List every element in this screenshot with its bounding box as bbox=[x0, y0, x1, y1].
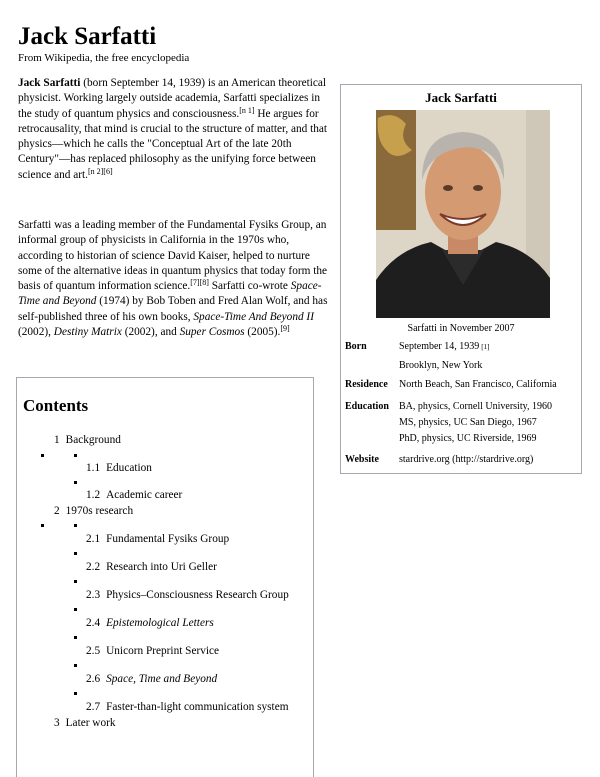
book-title: Destiny Matrix bbox=[53, 326, 122, 339]
portrait-image bbox=[376, 110, 550, 318]
bullet-icon bbox=[41, 454, 44, 457]
bullet-icon bbox=[74, 608, 77, 611]
para2-text-4: (2002), bbox=[18, 326, 54, 339]
intro-text-2: He argues for retrocausality, that mind is crucial to the structure of matter, and that physics—which he calls the "Conceptual Art of the late 20th Century"—has replaced philosophy as the unifying force between science and art. bbox=[18, 107, 328, 181]
infobox bbox=[340, 84, 582, 474]
infobox-title: Jack Sarfatti bbox=[425, 90, 497, 105]
toc-item-later-work[interactable]: 3 Later work bbox=[54, 717, 116, 729]
bullet-icon bbox=[74, 552, 77, 555]
toc-item-physics-consciousness[interactable]: 2.3 Physics–Consciousness Research Group bbox=[86, 589, 289, 601]
reference-link[interactable]: [1] bbox=[481, 343, 490, 351]
toc-item-fundamental-fysiks[interactable]: 2.1 Fundamental Fysiks Group bbox=[86, 533, 230, 545]
book-title: Super Cosmos bbox=[179, 326, 245, 339]
bullet-icon bbox=[74, 664, 77, 667]
toc-item-education[interactable]: 1.1 Education bbox=[86, 462, 152, 474]
education-label: Education bbox=[345, 401, 389, 412]
toc-item-epistemological-letters[interactable]: 2.4 Epistemological Letters bbox=[86, 617, 214, 629]
website-label: Website bbox=[345, 454, 379, 465]
website-link[interactable]: stardrive.org (http://stardrive.org) bbox=[399, 454, 534, 465]
education-item[interactable]: PhD, physics, UC Riverside, 1969 bbox=[399, 433, 537, 444]
reference-link[interactable]: [9] bbox=[280, 324, 290, 334]
toc-item-space-time-beyond[interactable]: 2.6 Space, Time and Beyond bbox=[86, 673, 218, 685]
intro-text-1: (born September 14, 1939) is an American theoretical physicist. Working largely outside academia, Sarfatti specializes in the study of quantum physics and consciousness. bbox=[18, 77, 327, 120]
bullet-icon bbox=[74, 524, 77, 527]
residence-value[interactable]: North Beach, San Francisco, California bbox=[399, 379, 557, 390]
toc-item-academic-career[interactable]: 1.2 Academic career bbox=[86, 489, 183, 501]
subject-name: Jack Sarfatti bbox=[18, 77, 81, 89]
toc-item-uri-geller[interactable]: 2.2 Research into Uri Geller bbox=[86, 561, 217, 573]
toc-item-background[interactable]: 1 Background bbox=[54, 434, 121, 446]
residence-label: Residence bbox=[345, 379, 388, 390]
reference-link[interactable]: [n 1] bbox=[239, 105, 255, 115]
intro-paragraph bbox=[18, 76, 328, 183]
para2-text-6: (2005). bbox=[244, 326, 281, 339]
book-title: Space-Time And Beyond II bbox=[193, 310, 314, 323]
photo-caption: Sarfatti in November 2007 bbox=[407, 323, 515, 334]
born-value: September 14, 1939 [1] bbox=[399, 341, 490, 352]
toc-item-unicorn-preprint[interactable]: 2.5 Unicorn Preprint Service bbox=[86, 645, 220, 657]
para2-text-3: (1974) by Bob Toben and Fred Alan Wolf, and has self-published three of his own books, bbox=[18, 295, 328, 323]
page-subtitle: From Wikipedia, the free encyclopedia bbox=[18, 52, 190, 64]
para2-text-2: Sarfatti co-wrote bbox=[208, 280, 291, 293]
bullet-icon bbox=[41, 524, 44, 527]
bullet-icon bbox=[74, 580, 77, 583]
table-of-contents bbox=[16, 377, 314, 777]
toc-item-ftl-communication[interactable]: 2.7 Faster-than-light communication system bbox=[86, 701, 289, 713]
born-label: Born bbox=[345, 341, 367, 352]
book-title: Space-Time and Beyond bbox=[18, 280, 322, 308]
birthplace-value: Brooklyn, New York bbox=[399, 360, 483, 371]
bullet-icon bbox=[74, 636, 77, 639]
second-paragraph bbox=[18, 218, 328, 340]
portrait-photo bbox=[376, 110, 550, 318]
toc-item-1970s-research[interactable]: 2 1970s research bbox=[54, 505, 134, 517]
page-title: Jack Sarfatti bbox=[18, 23, 157, 50]
bullet-icon bbox=[74, 454, 77, 457]
education-item[interactable]: BA, physics, Cornell University, 1960 bbox=[399, 401, 552, 412]
para2-text-1: Sarfatti was a leading member of the Fundamental Fysiks Group, an informal group of physicists in California in the 1970s who, according to historian of science David Kaiser, helped to nurture some of the alternative ideas in quantum physics that today form the basis of quantum information science. bbox=[18, 219, 328, 293]
reference-link[interactable]: [n 2][6] bbox=[87, 166, 113, 176]
para2-text-5: (2002), and bbox=[121, 326, 180, 339]
bullet-icon bbox=[74, 692, 77, 695]
toc-title: Contents bbox=[23, 396, 89, 415]
education-item[interactable]: MS, physics, UC San Diego, 1967 bbox=[399, 417, 537, 428]
reference-link[interactable]: [7][8] bbox=[190, 278, 209, 288]
bullet-icon bbox=[74, 481, 77, 484]
